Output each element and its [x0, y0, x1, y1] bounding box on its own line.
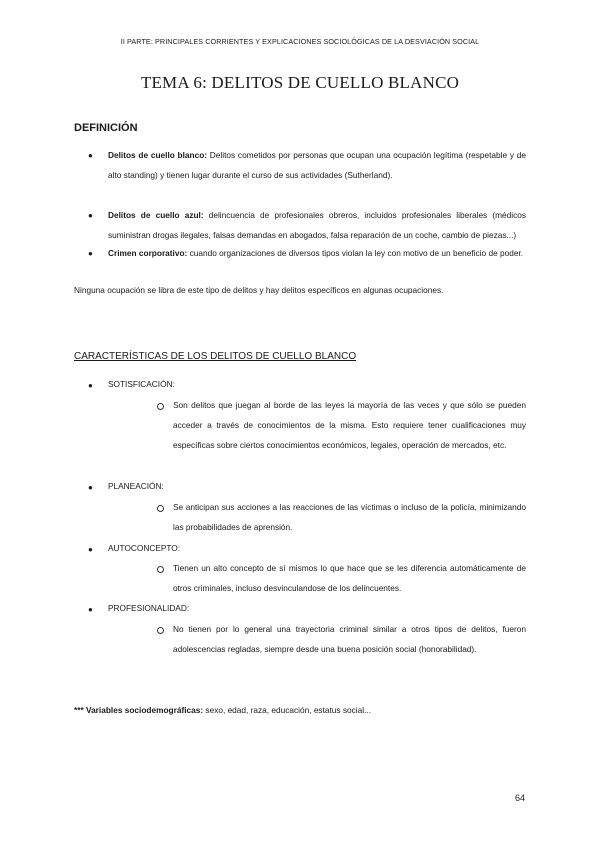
list-item	[108, 243, 526, 263]
list-item	[108, 205, 526, 245]
characteristic-text: Tienen un alto concepto de sí mismos lo que hace que se les diferencia automáticamente de otros criminales, incluso desvinculandose de los delincuentes.	[173, 563, 526, 593]
variables-text: sexo, edad, raza, educación, estatus social...	[203, 705, 372, 715]
term: *** Variables sociodemográficas:	[74, 705, 204, 715]
characteristic-text: Son delitos que juegan al borde de las leyes la mayoría de las veces y que sólo se pueden acceder a través de conocimientos de la misma. Esto requiere tener cualificaciones muy específicas sobre ciertos conocimientos económicos, legales, operación de mercados, etc.	[173, 400, 526, 450]
bullet-icon: ●	[88, 381, 93, 390]
characteristic-text: Se anticipan sus acciones a las reacciones de las víctimas o incluso de la policía, minimizando las probabilidades de aprensión.	[173, 502, 526, 532]
page-title: TEMA 6: DELITOS DE CUELLO BLANCO	[140, 73, 460, 92]
term: Delitos de cuello blanco:	[108, 150, 208, 160]
bullet-icon: ●	[88, 211, 93, 220]
circle-bullet-icon	[157, 627, 164, 634]
definition-text: delincuencia de profesionales obreros, incluidos profesionales liberales (médicos suministran drogas ilegales, falsas demandas en abogados, falsa reparación de un coche, cambio de piezas...)	[108, 210, 526, 240]
note-paragraph: Ninguna ocupación se libra de este tipo de delitos y hay delitos específicos en algunas ocupaciones.	[74, 285, 444, 295]
bullet-icon: ●	[88, 249, 93, 258]
section-heading-definicion: DEFINICIÓN	[74, 122, 138, 134]
variables-note	[74, 700, 534, 720]
term: Crimen corporativo:	[108, 248, 188, 258]
bullet-icon: ●	[88, 545, 93, 554]
term: Delitos de cuello azul:	[108, 210, 204, 220]
definition-text: Delitos cometidos por personas que ocupan una ocupación legítima (respetable y de alto standing) y tienen lugar durante el curso de sus actividades (Sutherland).	[108, 150, 526, 180]
section-heading-caracteristicas: CARACTERÍSTICAS DE LOS DELITOS DE CUELLO BLANCO	[74, 351, 357, 362]
page-number: 64	[515, 793, 526, 803]
circle-bullet-icon	[157, 403, 164, 410]
characteristic-label: PLANEACIÓN:	[108, 481, 164, 491]
bullet-icon: ●	[88, 483, 93, 492]
circle-bullet-icon	[157, 566, 164, 573]
definition-text: cuando organizaciones de diversos tipos violan la ley con motivo de un beneficio de poder.	[187, 248, 524, 258]
characteristic-text: No tienen por lo general una trayectoria criminal similar a otros tipos de delitos, fueron adolescencias regladas, siempre desde una buena posición social (honorabilidad).	[173, 624, 526, 654]
bullet-icon: ●	[88, 605, 93, 614]
circle-bullet-icon	[157, 505, 164, 512]
list-item	[108, 145, 526, 185]
characteristic-label: PROFESIONALIDAD:	[108, 603, 190, 613]
running-header: II PARTE: PRINCIPALES CORRIENTES Y EXPLICACIONES SOCIOLÓGICAS DE LA DESVIACIÓN SOCIAL	[120, 37, 480, 46]
bullet-icon: ●	[88, 151, 93, 160]
characteristic-label: SOTISFICACIÓN:	[108, 379, 175, 389]
characteristic-label: AUTOCONCEPTO:	[108, 543, 181, 553]
